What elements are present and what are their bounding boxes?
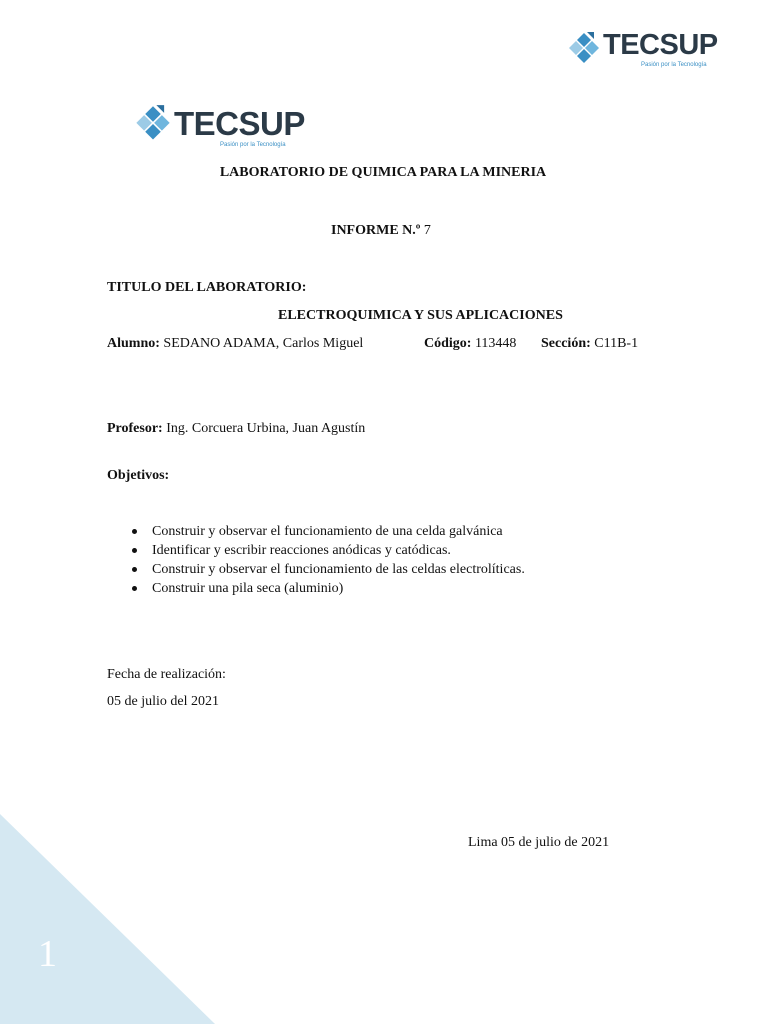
cover-logo: [134, 104, 305, 148]
date-label: Fecha de realización:: [107, 667, 226, 682]
code-label: Código:: [424, 336, 472, 351]
student-row: [107, 336, 363, 352]
teacher-label: Profesor:: [107, 421, 163, 436]
page-number: 1: [38, 933, 57, 975]
place-date: Lima 05 de julio de 2021: [468, 835, 610, 850]
date-value: 05 de julio del 2021: [107, 694, 219, 709]
corner-decoration: [0, 814, 215, 1024]
teacher-row: [107, 421, 365, 437]
logo-wordmark: TECSUP: [603, 29, 718, 61]
objectives-list: [107, 522, 525, 598]
tecsup-emblem-icon: [567, 31, 601, 67]
list-item: Construir y observar el funcionamiento de una celda galvánica: [107, 522, 525, 541]
report-value: 7: [423, 223, 431, 238]
logo-tagline: Pasión por la Tecnología: [220, 142, 286, 148]
section-value: C11B-1: [594, 336, 639, 351]
section-row: [541, 336, 638, 352]
lab-title-label: TITULO DEL LABORATORIO:: [107, 280, 307, 295]
list-item: Construir una pila seca (aluminio): [107, 579, 525, 598]
section-label: Sección:: [541, 336, 591, 351]
code-row: [424, 336, 516, 352]
course-title: LABORATORIO DE QUIMICA PARA LA MINERIA: [219, 165, 547, 180]
student-label: Alumno:: [107, 336, 160, 351]
tecsup-emblem-icon: [134, 104, 172, 144]
logo-wordmark: TECSUP: [174, 105, 305, 142]
list-item: Identificar y escribir reacciones anódicas y catódicas.: [107, 541, 525, 560]
objectives-label: Objetivos:: [107, 468, 170, 483]
lab-title: ELECTROQUIMICA Y SUS APLICACIONES: [278, 308, 563, 323]
code-value: 113448: [474, 336, 517, 351]
logo-tagline: Pasión por la Tecnología: [641, 62, 707, 68]
teacher-name: Ing. Corcuera Urbina, Juan Agustín: [166, 421, 366, 436]
report-number: [331, 223, 431, 239]
list-item: Construir y observar el funcionamiento de las celdas electrolíticas.: [107, 560, 525, 579]
student-name: SEDANO ADAMA, Carlos Miguel: [163, 336, 364, 351]
report-label: INFORME N.º: [331, 223, 421, 238]
header-logo: [567, 31, 718, 68]
